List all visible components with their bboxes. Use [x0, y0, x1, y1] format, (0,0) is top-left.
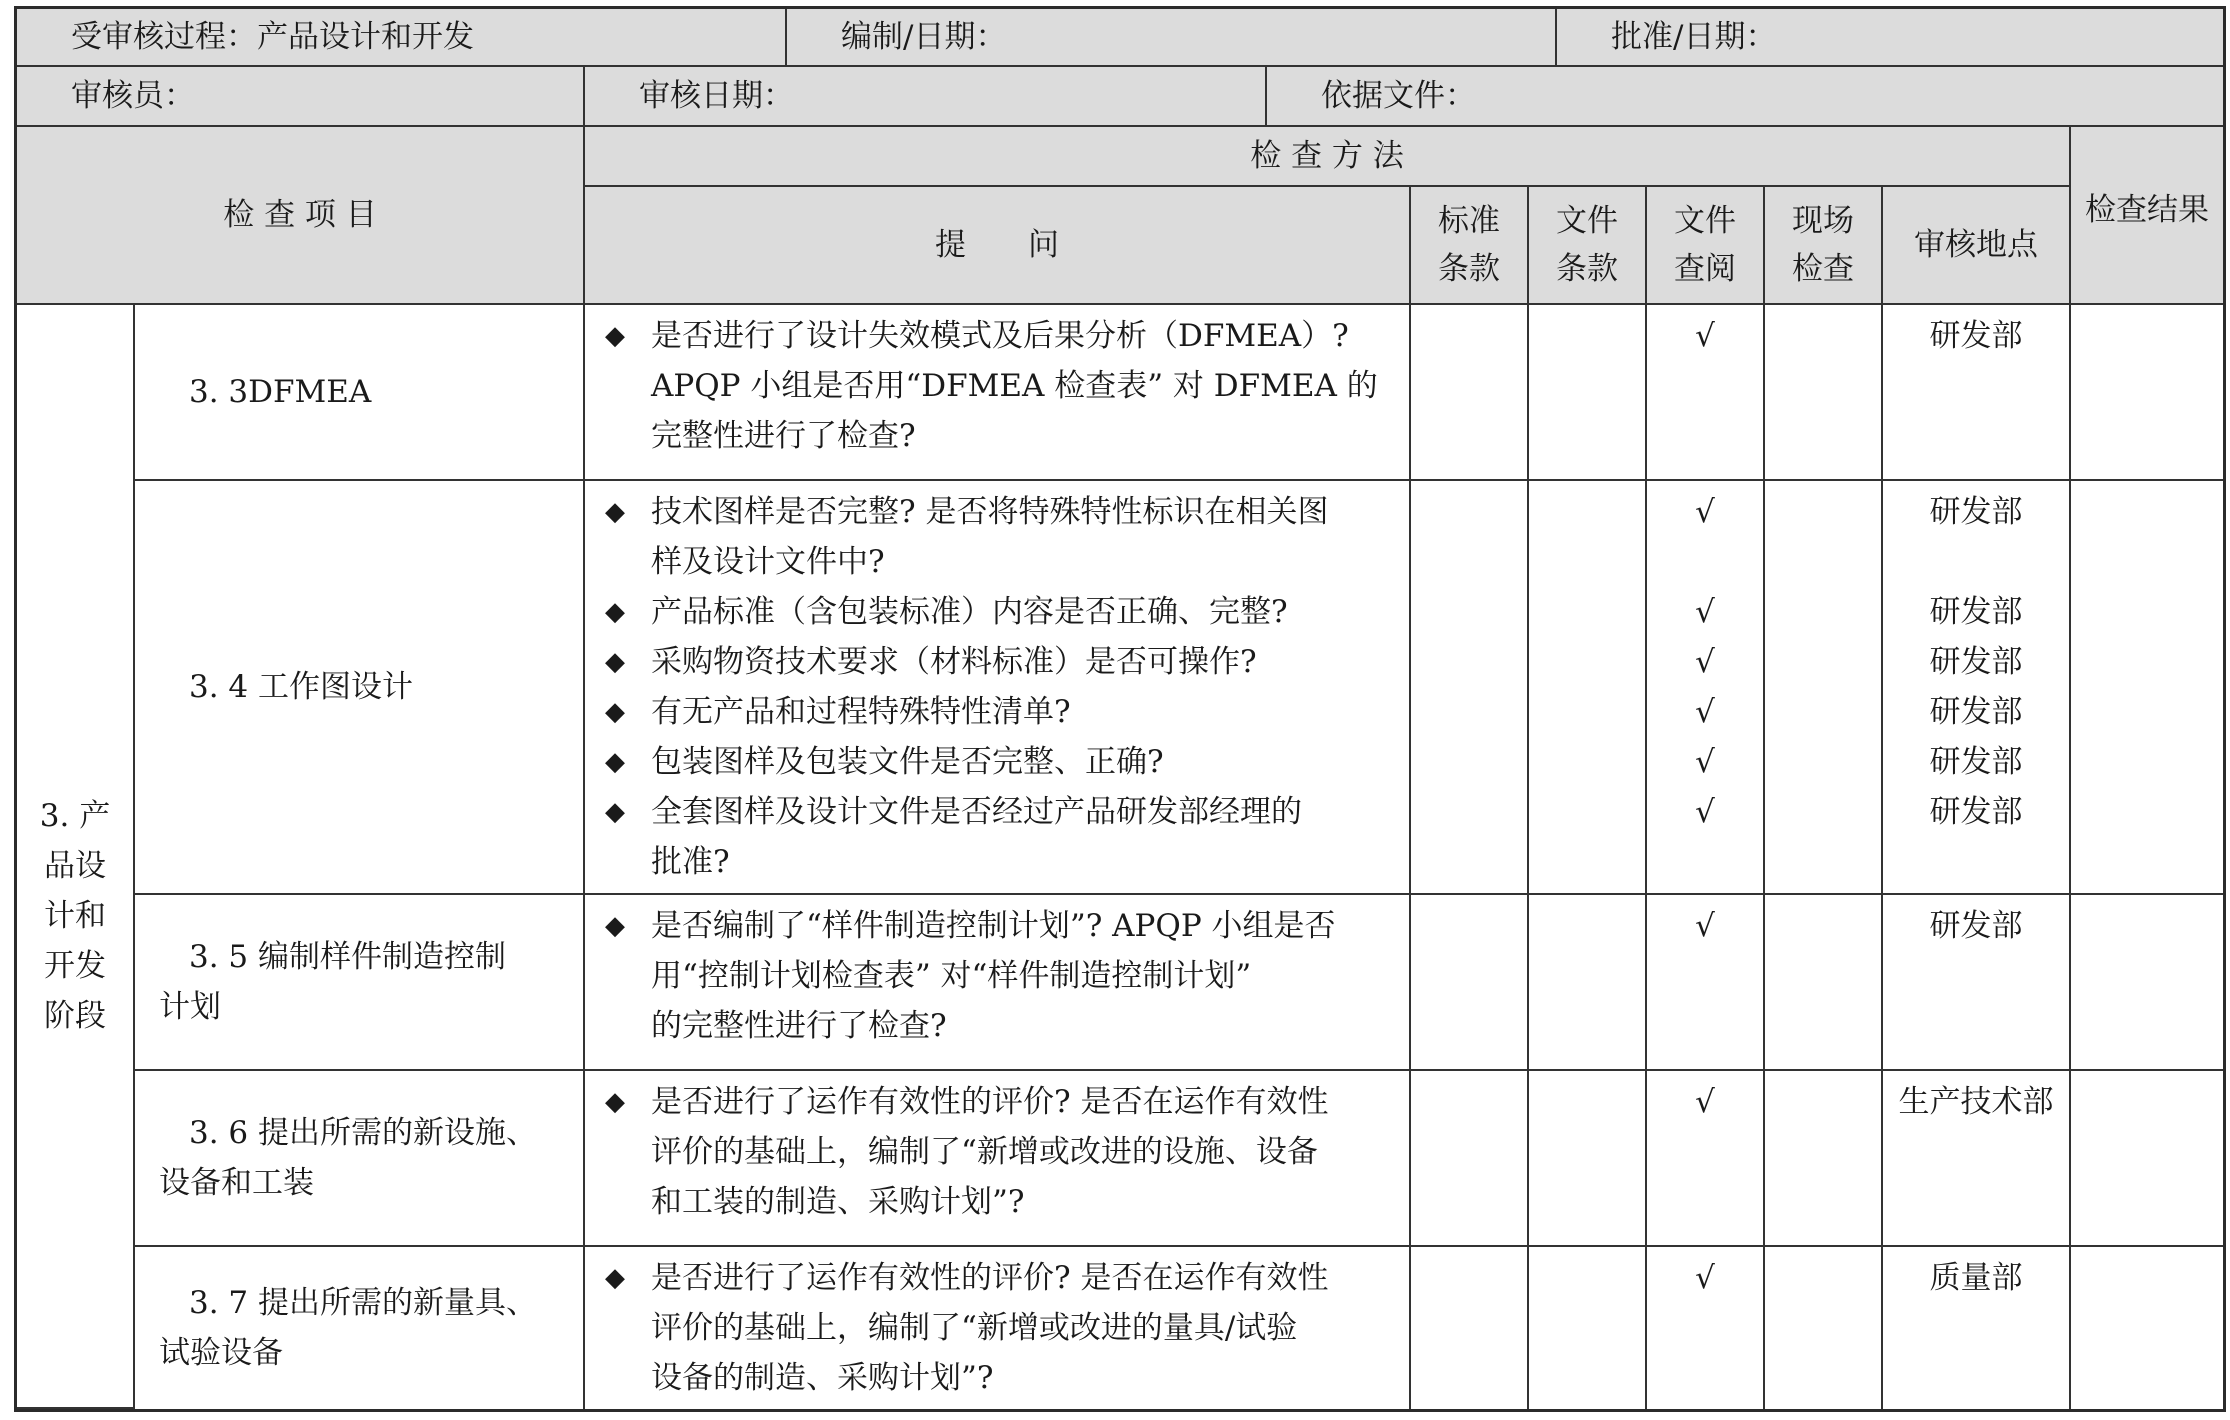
- question-line: [605, 951, 1391, 1001]
- site-check-cell: [1765, 1247, 1883, 1409]
- site-check-cell: [1765, 305, 1883, 481]
- check-mark: √: [1695, 318, 1715, 354]
- question-text: 设备的制造、采购计划”?: [651, 1360, 994, 1396]
- audit-date-cell: [585, 67, 1267, 127]
- location-cell: [1883, 481, 2071, 895]
- bullet-icon: ◆: [605, 597, 625, 627]
- question-text: 是否编制了“样件制造控制计划”? APQP 小组是否: [651, 908, 1336, 944]
- approved-date-cell: [1557, 9, 2223, 67]
- col-check-method: [585, 127, 2071, 187]
- approved-date-label: 批准/日期：: [1611, 19, 1777, 55]
- question-text: 包装图样及包装文件是否完整、正确?: [651, 744, 1164, 780]
- question-line: [605, 737, 1391, 787]
- std-clause-cell: [1411, 1247, 1529, 1409]
- col-doc-review-l2: 查阅: [1674, 251, 1736, 287]
- stage-line-3: 计和: [44, 898, 106, 934]
- site-check-cell: [1765, 1071, 1883, 1247]
- question-text: 评价的基础上，编制了“新增或改进的设施、设备: [651, 1134, 1318, 1170]
- col-std-clause-l1: 标准: [1438, 203, 1500, 239]
- bullet-icon: ◆: [605, 911, 625, 941]
- check-mark: √: [1695, 794, 1715, 830]
- result-cell: [2071, 1247, 2223, 1409]
- question-line: [605, 311, 1391, 361]
- check-mark: √: [1695, 494, 1715, 530]
- col-site-check-l1: 现场: [1792, 203, 1854, 239]
- check-mark: √: [1695, 594, 1715, 630]
- col-question-label: 提 问: [935, 227, 1059, 263]
- question-line: [605, 837, 1391, 887]
- result-cell: [2071, 1071, 2223, 1247]
- question-line: [605, 587, 1391, 637]
- location-text: 质量部: [1929, 1260, 2023, 1296]
- table-row-questions: [585, 481, 1411, 895]
- check-mark: √: [1695, 644, 1715, 680]
- auditor-label: 审核员：: [71, 78, 195, 114]
- site-check-cell: [1765, 481, 1883, 895]
- doc-review-cell: [1647, 481, 1765, 895]
- question-line: [605, 1303, 1391, 1353]
- doc-review-cell: [1647, 895, 1765, 1071]
- question-line: [605, 1001, 1391, 1051]
- col-check-item: [17, 127, 585, 305]
- stage-line-4: 开发: [44, 948, 106, 984]
- question-text: 是否进行了运作有效性的评价? 是否在运作有效性: [651, 1260, 1329, 1296]
- question-line: [605, 1353, 1391, 1403]
- question-text: 是否进行了运作有效性的评价? 是否在运作有效性: [651, 1084, 1329, 1120]
- basis-doc-label: 依据文件：: [1321, 78, 1476, 114]
- process-label: 受审核过程：产品设计和开发: [71, 19, 474, 55]
- result-cell: [2071, 895, 2223, 1071]
- question-line: [605, 901, 1391, 951]
- location-cell: [1883, 895, 2071, 1071]
- question-text: 评价的基础上，编制了“新增或改进的量具/试验: [651, 1310, 1298, 1346]
- table-row-item: [135, 481, 585, 895]
- question-text: 的完整性进行了检查?: [651, 1008, 947, 1044]
- item-3-6-line-2: 设备和工装: [159, 1165, 314, 1201]
- location-text: 研发部: [1929, 794, 2023, 830]
- col-check-method-label: 检 查 方 法: [1250, 138, 1404, 174]
- bullet-icon: ◆: [605, 697, 625, 727]
- location-text: 研发部: [1929, 694, 2023, 730]
- prepared-date-cell: [787, 9, 1557, 67]
- col-site-check: [1765, 187, 1883, 305]
- check-mark: √: [1695, 744, 1715, 780]
- table-row-questions: [585, 1071, 1411, 1247]
- location-cell: [1883, 305, 2071, 481]
- question-text: APQP 小组是否用“DFMEA 检查表” 对 DFMEA 的: [651, 368, 1378, 404]
- question-text: 和工装的制造、采购计划”?: [651, 1184, 1025, 1220]
- location-text: 研发部: [1929, 494, 2023, 530]
- question-text: 技术图样是否完整? 是否将特殊特性标识在相关图: [651, 494, 1329, 530]
- col-audit-location: [1883, 187, 2071, 305]
- bullet-icon: ◆: [605, 747, 625, 777]
- col-site-check-l2: 检查: [1792, 251, 1854, 287]
- question-text: 样及设计文件中?: [651, 544, 885, 580]
- audit-checklist-table: [14, 6, 2226, 1412]
- doc-clause-cell: [1529, 1247, 1647, 1409]
- col-result-label: 检查结果: [2085, 192, 2209, 228]
- question-line: [605, 1253, 1391, 1303]
- table-row-questions: [585, 1247, 1411, 1409]
- table-row-item: [135, 1247, 585, 1409]
- item-3-7-line-2: 试验设备: [159, 1335, 283, 1371]
- question-line: [605, 411, 1391, 461]
- col-question: [585, 187, 1411, 305]
- question-line: [605, 687, 1391, 737]
- col-std-clause-l2: 条款: [1438, 251, 1500, 287]
- item-3-5-line-1: 3. 5 编制样件制造控制: [189, 939, 507, 975]
- site-check-cell: [1765, 895, 1883, 1071]
- stage-line-5: 阶段: [44, 998, 106, 1034]
- doc-review-cell: [1647, 305, 1765, 481]
- doc-clause-cell: [1529, 305, 1647, 481]
- col-check-item-label: 检 查 项 目: [223, 197, 377, 233]
- question-line: [605, 361, 1391, 411]
- doc-review-cell: [1647, 1247, 1765, 1409]
- question-text: 完整性进行了检查?: [651, 418, 916, 454]
- bullet-icon: ◆: [605, 1263, 625, 1293]
- auditor-cell: [17, 67, 585, 127]
- question-line: [605, 1127, 1391, 1177]
- std-clause-cell: [1411, 481, 1529, 895]
- question-text: 用“控制计划检查表” 对“样件制造控制计划”: [651, 958, 1252, 994]
- question-text: 采购物资技术要求（材料标准）是否可操作?: [651, 644, 1257, 680]
- col-doc-clause-l1: 文件: [1556, 203, 1618, 239]
- doc-clause-cell: [1529, 481, 1647, 895]
- location-text: 生产技术部: [1898, 1084, 2054, 1120]
- item-3-4: 3. 4 工作图设计: [189, 669, 414, 705]
- bullet-icon: ◆: [605, 1087, 625, 1117]
- item-3-7-line-1: 3. 7 提出所需的新量具、: [189, 1285, 538, 1321]
- check-mark: √: [1695, 1260, 1715, 1296]
- bullet-icon: ◆: [605, 497, 625, 527]
- question-line: [605, 537, 1391, 587]
- bullet-icon: ◆: [605, 797, 625, 827]
- question-text: 有无产品和过程特殊特性清单?: [651, 694, 1071, 730]
- item-3-3: 3. 3DFMEA: [189, 374, 372, 410]
- col-doc-review: [1647, 187, 1765, 305]
- std-clause-cell: [1411, 1071, 1529, 1247]
- location-text: 研发部: [1929, 644, 2023, 680]
- location-text: 研发部: [1929, 908, 2023, 944]
- location-text: 研发部: [1929, 594, 2023, 630]
- question-text: 全套图样及设计文件是否经过产品研发部经理的: [651, 794, 1302, 830]
- question-line: [605, 487, 1391, 537]
- table-row-questions: [585, 305, 1411, 481]
- check-mark: √: [1695, 908, 1715, 944]
- location-text: 研发部: [1929, 318, 2023, 354]
- item-3-6-line-1: 3. 6 提出所需的新设施、: [189, 1115, 538, 1151]
- table-row-item: [135, 305, 585, 481]
- table-row-item: [135, 895, 585, 1071]
- doc-review-cell: [1647, 1071, 1765, 1247]
- question-text: 是否进行了设计失效模式及后果分析（DFMEA）?: [651, 318, 1349, 354]
- location-cell: [1883, 1071, 2071, 1247]
- question-line: [605, 787, 1391, 837]
- result-cell: [2071, 305, 2223, 481]
- bullet-icon: ◆: [605, 647, 625, 677]
- question-line: [605, 1177, 1391, 1227]
- check-mark: √: [1695, 1084, 1715, 1120]
- audit-date-label: 审核日期：: [639, 78, 794, 114]
- prepared-date-label: 编制/日期：: [841, 19, 1007, 55]
- col-audit-location-label: 审核地点: [1914, 227, 2038, 263]
- col-doc-clause: [1529, 187, 1647, 305]
- std-clause-cell: [1411, 895, 1529, 1071]
- table-row-questions: [585, 895, 1411, 1071]
- col-result: [2071, 127, 2223, 305]
- check-mark: √: [1695, 694, 1715, 730]
- question-text: 产品标准（含包装标准）内容是否正确、完整?: [651, 594, 1288, 630]
- doc-clause-cell: [1529, 895, 1647, 1071]
- location-text: 研发部: [1929, 744, 2023, 780]
- process-cell: [17, 9, 787, 67]
- stage-cell: [17, 305, 135, 1409]
- bullet-icon: ◆: [605, 321, 625, 351]
- question-line: [605, 1077, 1391, 1127]
- question-line: [605, 637, 1391, 687]
- col-std-clause: [1411, 187, 1529, 305]
- location-cell: [1883, 1247, 2071, 1409]
- result-cell: [2071, 481, 2223, 895]
- item-3-5-line-2: 计划: [159, 989, 221, 1025]
- std-clause-cell: [1411, 305, 1529, 481]
- col-doc-clause-l2: 条款: [1556, 251, 1618, 287]
- stage-line-1: 3. 产: [39, 798, 111, 834]
- table-row-item: [135, 1071, 585, 1247]
- stage-line-2: 品设: [44, 848, 106, 884]
- question-text: 批准?: [651, 844, 730, 880]
- doc-clause-cell: [1529, 1071, 1647, 1247]
- basis-doc-cell: [1267, 67, 2223, 127]
- col-doc-review-l1: 文件: [1674, 203, 1736, 239]
